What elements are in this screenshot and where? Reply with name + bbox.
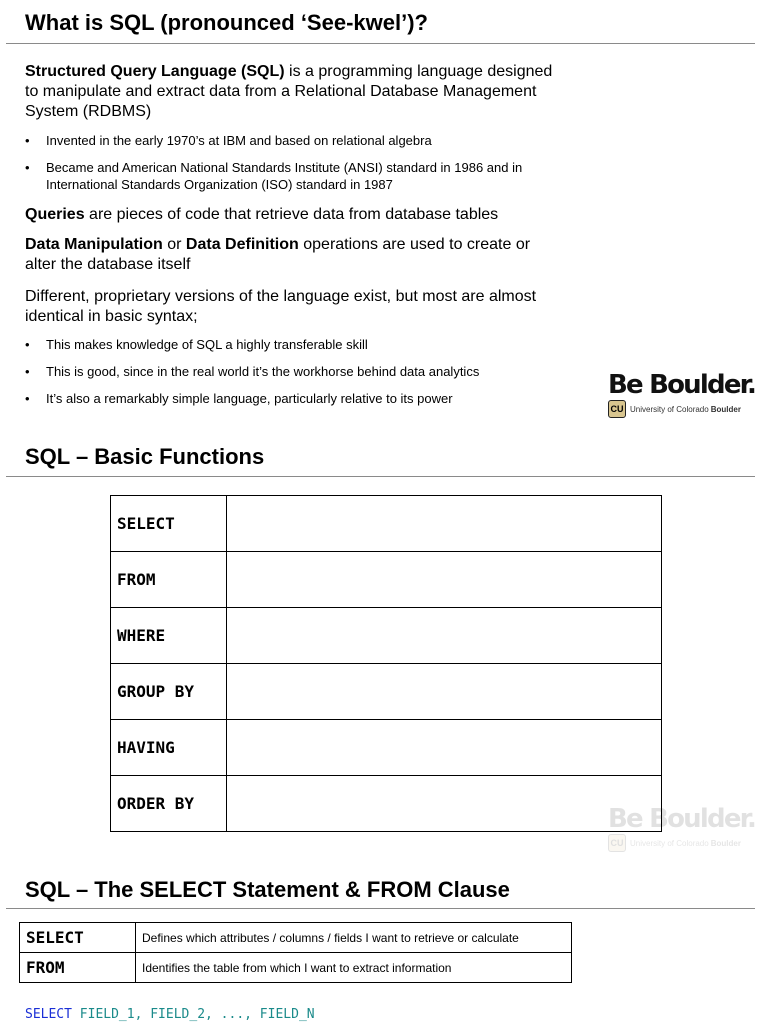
keyword-cell: HAVING [111,720,227,776]
sql-term: Structured Query Language (SQL) [25,63,285,80]
bullet-icon: • [25,364,30,379]
table-row [111,496,662,552]
queries-paragraph [25,205,565,225]
versions-paragraph: Different, proprietary versions of the language exist, but most are almost identical in basic syntax; [25,288,537,325]
cu-emblem-icon: CU [608,834,626,852]
logo-wordmark: Be Boulder. [608,370,756,400]
code-fields: FIELD_1, FIELD_2, ..., FIELD_N [71,1007,315,1022]
section-title-basic-functions: SQL – Basic Functions [25,444,265,469]
list-item [25,390,565,407]
be-boulder-logo [608,372,755,418]
basic-functions-table [110,495,662,832]
bullet-text: Invented in the early 1970’s at IBM and based on relational algebra [46,133,432,148]
queries-text: are pieces of code that retrieve data from database tables [84,206,499,223]
definition-cell [227,664,662,720]
data-manipulation-term: Data Manipulation [25,236,163,253]
definition-cell [227,608,662,664]
definition-cell [227,720,662,776]
table-row [111,664,662,720]
bullet-icon: • [25,391,30,406]
bullet-icon: • [25,133,30,148]
table-row [111,608,662,664]
sql-intro-text: is a programming language designed to manipulate and extract data from a Relational Database Management System (RDBMS) [25,63,553,120]
description-cell: Identifies the table from which I want to extract information [136,953,572,983]
dml-text: operations are used to create or alter the database itself [25,236,531,273]
logo-subtitle [608,400,755,418]
bullet-text: This is good, since in the real world it’s the workhorse behind data analytics [46,364,480,379]
title-divider [6,908,755,909]
definition-cell [227,776,662,832]
definition-cell [227,552,662,608]
bullet-icon: • [25,337,30,352]
select-from-table [19,922,572,983]
sql-intro-paragraph [25,62,565,122]
logo-boulder-text: Boulder [710,838,741,848]
keyword-cell: GROUP BY [111,664,227,720]
table-row [111,552,662,608]
list-item [25,132,565,149]
definition-cell [227,496,662,552]
title-divider [6,476,755,477]
keyword-cell: SELECT [111,496,227,552]
keyword-cell: SELECT [20,923,136,953]
keyword-cell: WHERE [111,608,227,664]
dml-connector: or [162,236,186,253]
table-row [111,776,662,832]
list-item [25,363,565,380]
bullet-text: It’s also a remarkably simple language, particularly relative to its power [46,391,453,406]
faded-logo-watermark [608,806,755,852]
description-cell: Defines which attributes / columns / fields I want to retrieve or calculate [136,923,572,953]
logo-university-text: University of Colorado [630,404,709,414]
cu-emblem-icon: CU [608,400,626,418]
list-item [25,336,565,353]
bullet-icon: • [25,160,30,175]
section-title-select-from: SQL – The SELECT Statement & FROM Clause [25,877,510,902]
table-row [111,720,662,776]
title-divider [6,43,755,44]
code-keyword: SELECT [25,1007,72,1022]
table-row [20,953,572,983]
bullet-text: This makes knowledge of SQL a highly transferable skill [46,337,368,352]
logo-subtitle [608,834,755,852]
dml-paragraph [25,235,565,275]
logo-boulder-text: Boulder [710,404,741,414]
logo-university-text: University of Colorado [630,838,709,848]
list-item [25,159,565,193]
keyword-cell: ORDER BY [111,776,227,832]
keyword-cell: FROM [20,953,136,983]
bullet-text: Became and American National Standards Institute (ANSI) standard in 1986 and in International Standards Organization (ISO) standard in 1987 [46,160,523,192]
section-title-what-is-sql: What is SQL (pronounced ‘See-kwel’)? [25,10,428,35]
keyword-cell: FROM [111,552,227,608]
queries-term: Queries [25,206,85,223]
table-row [20,923,572,953]
logo-wordmark: Be Boulder. [608,804,756,834]
data-definition-term: Data Definition [185,236,299,253]
sql-code-example [25,1007,315,1022]
